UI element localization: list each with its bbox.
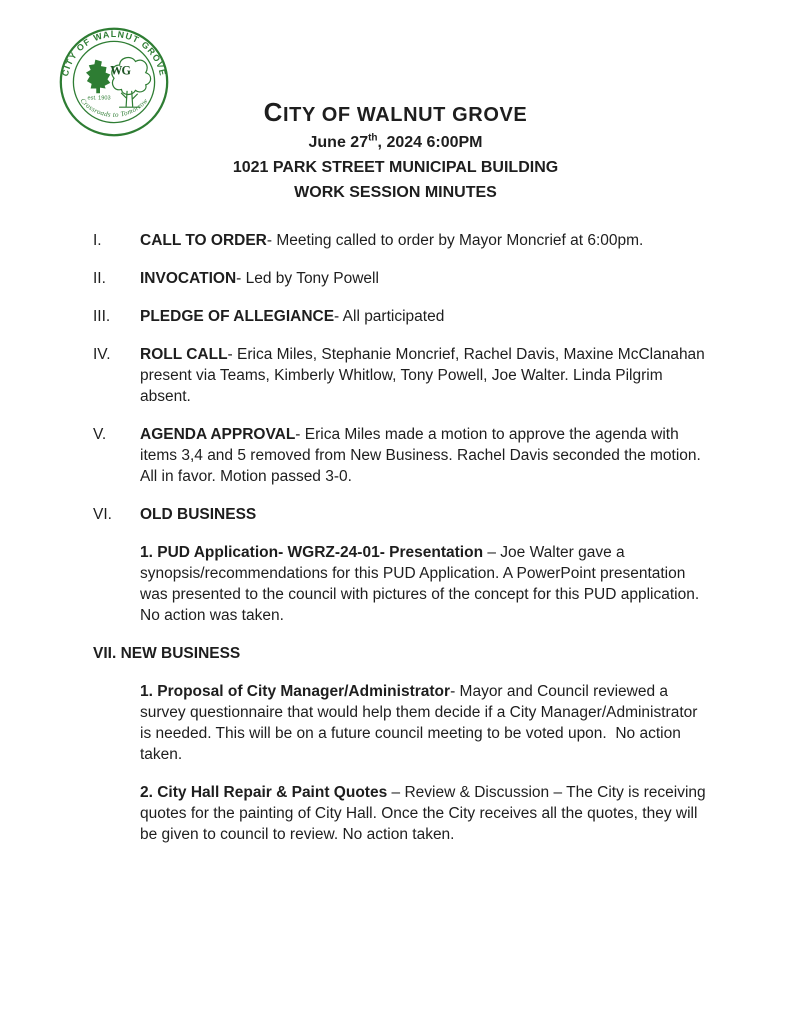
item-text: OLD BUSINESS	[140, 506, 257, 523]
meeting-address: 1021 PARK STREET MUNICIPAL BUILDING	[232, 159, 559, 176]
document-type-heading: WORK SESSION MINUTES	[294, 184, 497, 201]
agenda-item-call-to-order	[93, 230, 711, 251]
page-title: CITY OF WALNUT GROVE	[263, 97, 528, 127]
item-numeral: II.	[93, 270, 106, 287]
item-text: CALL TO ORDER- Meeting called to order by Mayor Moncrief at 6:00pm.	[140, 232, 644, 249]
agenda-item-pledge	[93, 306, 711, 327]
new-business-item-city-hall-quotes: 2. City Hall Repair & Paint Quotes – Review & Discussion – The City is receiving quotes for the painting of City Hall. Once the City receives all the quotes, they will be given to council to review. No action taken.	[140, 784, 710, 843]
agenda-item-agenda-approval	[93, 424, 711, 487]
item-numeral: I.	[93, 232, 102, 249]
minutes-body	[0, 230, 791, 845]
seal-ring-text-top: CITY OF WALNUT GROVE	[59, 29, 169, 78]
agenda-item-old-business	[93, 504, 711, 525]
item-numeral: III.	[93, 308, 111, 325]
item-numeral: V.	[93, 426, 107, 443]
new-business-item-city-manager-proposal: 1. Proposal of City Manager/Administrator- Mayor and Council reviewed a survey questionnaire that would help them decide if a City Manager/Administrator is needed. This will be on a future council meeting to be voted upon. No action taken.	[140, 683, 702, 763]
item-numeral: IV.	[93, 346, 111, 363]
old-business-item-pud-application: 1. PUD Application- WGRZ-24-01- Presentation – Joe Walter gave a synopsis/recommendations for this PUD Application. A PowerPoint presentation was presented to the council with pictures of the concept for this PUD application. No action was taken.	[140, 544, 704, 624]
city-seal-logo	[57, 26, 171, 138]
agenda-item-roll-call	[93, 344, 711, 407]
item-numeral: VI.	[93, 506, 112, 523]
agenda-item-new-business: VII. NEW BUSINESS	[93, 645, 241, 662]
city-seal-icon	[57, 26, 171, 138]
seal-monogram: WG	[110, 63, 130, 78]
agenda-item-invocation	[93, 268, 711, 289]
meeting-time: , 2024 6:00PM	[377, 134, 483, 151]
item-text: PLEDGE OF ALLEGIANCE- All participated	[140, 308, 445, 325]
seal-est-text: est. 1903	[87, 95, 111, 102]
item-text: INVOCATION- Led by Tony Powell	[140, 270, 379, 287]
item-text: AGENDA APPROVAL- Erica Miles made a motion to approve the agenda with items 3,4 and 5 removed from New Business. Rachel Davis seconded the motion. All in favor. Motion passed 3-0.	[140, 426, 705, 485]
meeting-date: June 27	[308, 134, 369, 151]
item-text: ROLL CALL- Erica Miles, Stephanie Moncrief, Rachel Davis, Maxine McClanahan present via Teams, Kimberly Whitlow, Tony Powell, Joe Walter. Linda Pilgrim absent.	[140, 346, 710, 405]
date-ordinal-superscript: th	[368, 132, 378, 144]
seal-ring-text-bottom: Crossroads to Tomorrow	[78, 96, 150, 119]
